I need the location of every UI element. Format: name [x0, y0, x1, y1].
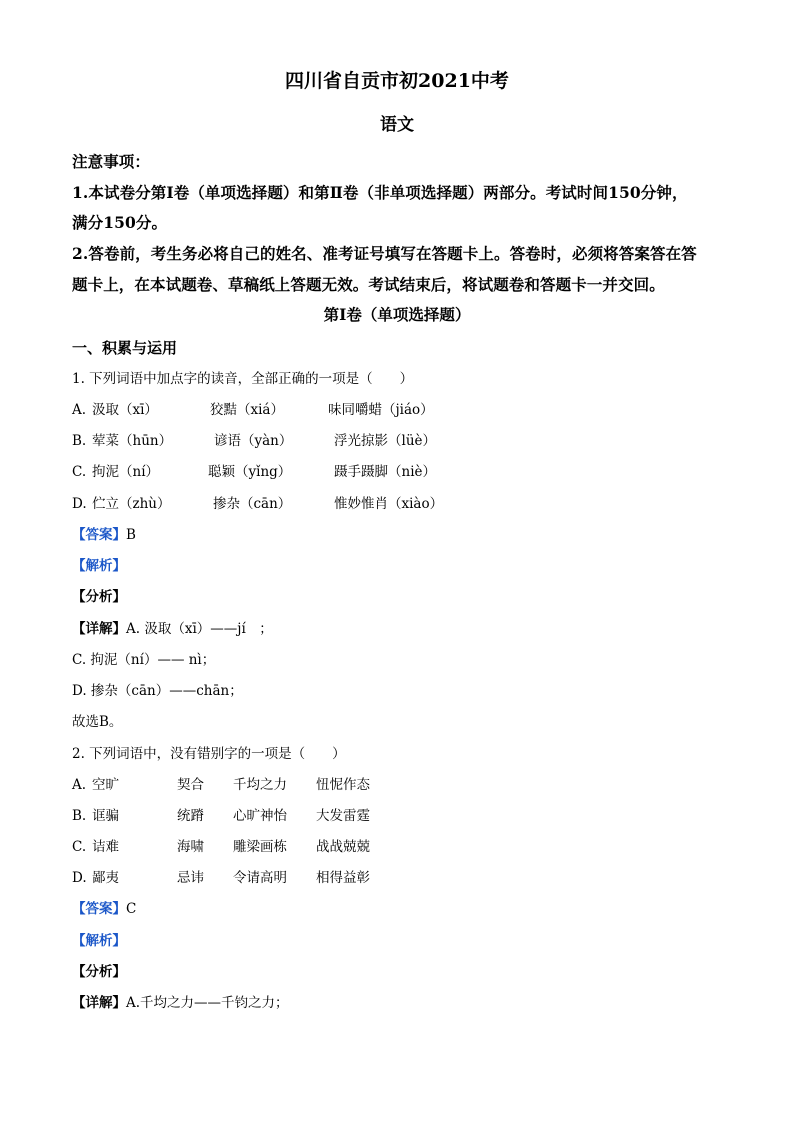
notice-item2-line2: 题卡上，在本试题卷、草稿纸上答题无效。考试结束后，将试题卷和答题卡一并交回。 — [72, 275, 665, 294]
option-word-2: 统蹐 — [177, 808, 204, 824]
q1-fenxi: 【分析】 — [72, 589, 126, 605]
option-word-4: 战战兢兢 — [316, 839, 370, 855]
section1-heading: 一、积累与运用 — [72, 339, 178, 357]
q1-conclusion: 故选B。 — [72, 714, 123, 730]
option-letter: C. — [72, 839, 87, 855]
answer-tag: 【答案】 — [72, 527, 126, 543]
option-word-1: 汲取（xī） — [92, 402, 158, 418]
subject-title: 语文 — [380, 115, 414, 135]
option-word-1: 荤菜（hūn） — [92, 433, 173, 449]
q2-detail-line — [72, 994, 289, 1012]
option-word-3: 味同嚼蜡（jiáo） — [328, 402, 434, 418]
option-letter: A. — [72, 777, 87, 793]
option-word-2: 聪颖（yǐng） — [208, 464, 292, 480]
option-word-3: 雕梁画栋 — [233, 839, 287, 855]
option-word-1: 诓骗 — [92, 808, 119, 824]
option-word-4: 大发雷霆 — [316, 808, 370, 824]
notice-heading: 注意事项： — [72, 152, 151, 171]
option-word-3: 心旷神怡 — [233, 808, 287, 824]
option-word-1: 伫立（zhù） — [92, 496, 171, 512]
detail-text: A. 汲取（xī）——jí ； — [126, 621, 273, 637]
q2-stem: 2. 下列词语中，没有错别字的一项是（ ） — [72, 746, 346, 762]
notice-item1-line2: 满分150分。 — [72, 213, 168, 232]
option-letter: B. — [72, 433, 87, 449]
q2-analysis-tag: 【解析】 — [72, 933, 126, 949]
option-word-4: 忸怩作态 — [316, 777, 370, 793]
option-word-2: 忌讳 — [177, 870, 204, 886]
q1-stem: 1. 下列词语中加点字的读音，全部正确的一项是（ ） — [72, 371, 414, 387]
option-word-4: 相得益彰 — [316, 870, 370, 886]
option-word-2: 契合 — [177, 777, 204, 793]
q2-answer — [72, 900, 136, 918]
answer-value: B — [126, 527, 136, 543]
option-word-2: 掺杂（cān） — [213, 496, 292, 512]
option-word-2: 海啸 — [177, 839, 204, 855]
q1-detail-line-2: C. 拘泥（ní）—— nì； — [72, 652, 216, 668]
option-word-1: 拘泥（ní） — [92, 464, 160, 480]
notice-item1-line1: 1.本试卷分第Ⅰ卷（单项选择题）和第Ⅱ卷（非单项选择题）两部分。考试时间150分钟， — [72, 183, 688, 202]
q1-detail-line-1 — [72, 620, 273, 638]
detail-tag: 【详解】 — [72, 995, 126, 1011]
detail-tag: 【详解】 — [72, 621, 126, 637]
q1-detail-line-3: D. 掺杂（cān）——chān； — [72, 683, 243, 699]
option-letter: A. — [72, 402, 87, 418]
option-word-2: 谚语（yàn） — [214, 433, 293, 449]
option-word-3: 令请高明 — [233, 870, 287, 886]
q2-fenxi: 【分析】 — [72, 964, 126, 980]
option-word-3: 惟妙惟肖（xiào） — [334, 496, 444, 512]
answer-tag: 【答案】 — [72, 901, 126, 917]
notice-item2-line1: 2.答卷前，考生务必将自己的姓名、准考证号填写在答题卡上。答卷时，必须将答案答在答 — [72, 244, 697, 263]
option-letter: B. — [72, 808, 87, 824]
option-letter: C. — [72, 464, 87, 480]
q1-answer — [72, 526, 136, 544]
option-word-3: 千均之力 — [233, 777, 287, 793]
option-word-1: 诘难 — [92, 839, 119, 855]
option-word-2: 狡黠（xiá） — [210, 402, 284, 418]
detail-text: A.千均之力——千钧之力； — [126, 995, 289, 1011]
option-letter: D. — [72, 496, 87, 512]
answer-value: C — [126, 901, 137, 917]
part1-heading: 第Ⅰ卷（单项选择题） — [323, 305, 471, 324]
option-word-1: 鄙夷 — [92, 870, 119, 886]
option-word-1: 空旷 — [92, 777, 119, 793]
document-title: 四川省自贡市初2021中考 — [285, 70, 509, 92]
option-word-3: 蹑手蹑脚（niè） — [334, 464, 437, 480]
option-word-3: 浮光掠影（lüè） — [334, 433, 437, 449]
option-letter: D. — [72, 870, 87, 886]
q1-analysis-tag: 【解析】 — [72, 558, 126, 574]
